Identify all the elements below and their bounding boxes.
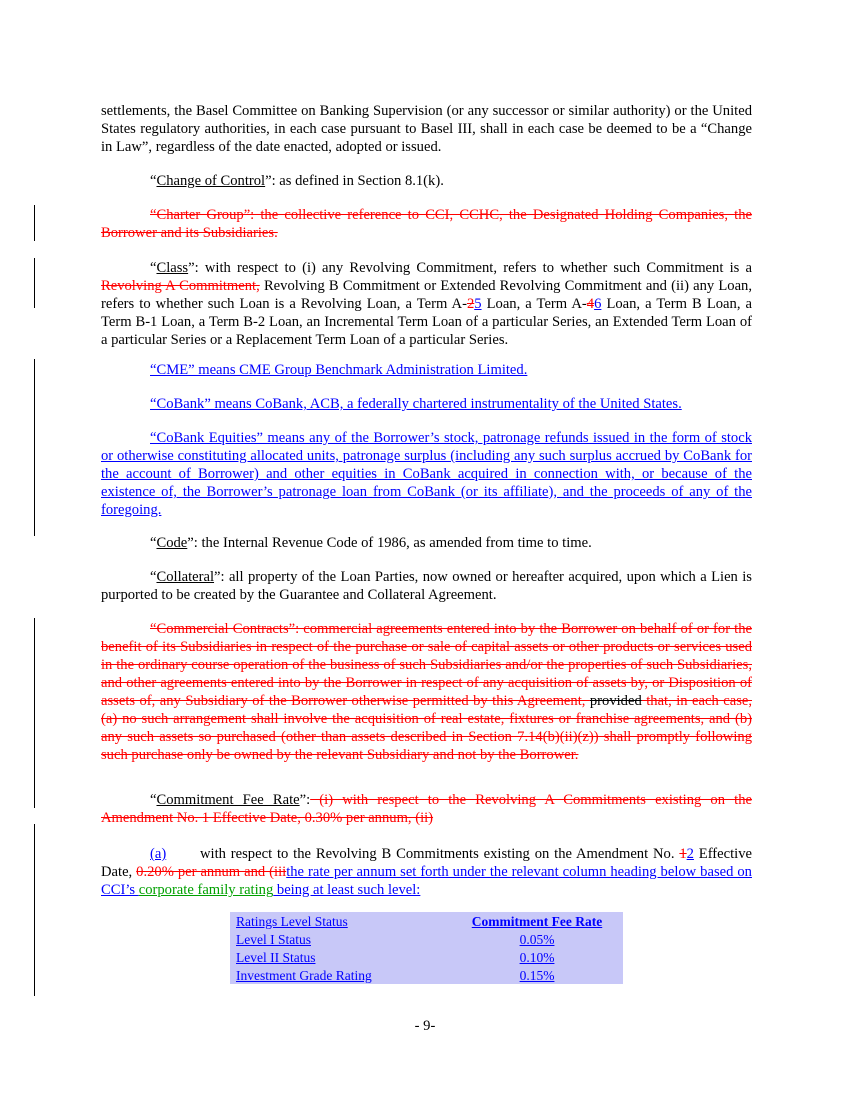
paragraph-text: settlements, the Basel Committee on Banking Supervision (or any successor or similar authority) or the United States regulatory authorities, in each case pursuant to Basel III, shall in each case be deemed to be a “Change in Law”, regardless of the date enacted, adopted or issued. — [101, 103, 752, 155]
clause-label: (a) — [150, 846, 167, 862]
definition-cobank-inserted — [101, 395, 752, 413]
open-quote: “ — [150, 535, 157, 551]
deleted-text: 0.20% per annum and (iii — [136, 864, 287, 880]
definition-commercial-contracts-deleted — [101, 620, 752, 764]
inserted-text: “CME” means CME Group Benchmark Administration Limited. — [150, 362, 528, 378]
inserted-text: “CoBank” means CoBank, ACB, a federally chartered instrumentality of the United States. — [150, 396, 682, 412]
definition-text: ”: as defined in Section 8.1(k). — [265, 173, 444, 189]
definition-commitment-fee-rate — [101, 791, 752, 827]
definition-change-of-control — [101, 172, 752, 190]
open-quote: “ — [150, 260, 157, 276]
inserted-text: being at least such level: — [273, 882, 421, 898]
inserted-text: the rate per annum set forth under the relevant column heading below based on CCI’s — [101, 864, 752, 898]
defined-term: Collateral — [156, 569, 215, 585]
table-cell: Level I Status — [236, 931, 311, 947]
open-quote: “ — [150, 173, 157, 189]
definition-text: ”: all property of the Loan Parties, now owned or hereafter acquired, upon which a Lien is purported to be created by the Guarantee and Collateral Agreement. — [101, 569, 752, 603]
table-cell: 0.05% — [519, 931, 555, 947]
deleted-text: (i) with respect to the Revolving A Commitments existing on the Amendment No. 1 Effective Date, 0.30% per annum, (ii) — [101, 792, 752, 826]
definition-charter-group-deleted — [101, 206, 752, 242]
table-row — [230, 948, 623, 966]
inserted-text: 5 — [474, 296, 482, 312]
change-bar — [34, 205, 35, 241]
definition-cme-inserted — [101, 361, 752, 379]
definition-code — [101, 534, 752, 552]
moved-text: corporate family rating — [138, 882, 274, 898]
definition-text: Revolving B Commitment or Extended Revolving Commitment and (ii) any Loan, refers to whether such Loan is a Revolving Loan, a Term A- — [101, 278, 752, 312]
table-header-cell: Ratings Level Status — [236, 913, 348, 929]
definition-cobank-equities-inserted — [101, 429, 752, 519]
commitment-fee-rate-table — [230, 912, 623, 984]
definition-text: Loan, a Term A- — [481, 296, 587, 312]
deleted-text: 2 — [466, 296, 475, 312]
defined-term: Class — [156, 260, 189, 276]
definition-collateral — [101, 568, 752, 604]
table-row — [230, 930, 623, 948]
deleted-text: “Charter Group”: the collective reference to CCI, CCHC, the Designated Holding Companies, the Borrower and its Subsidiaries. — [101, 207, 752, 241]
inserted-text: “CoBank Equities” means any of the Borrower’s stock, patronage refunds issued in the form of stock or otherwise constituting allocated units, patronage surplus (including any such surplus accrued by CoBank for the account of Borrower) and other equities in CoBank acquired in connection with, or because of the existence of, the Borrower’s patronage loan from CoBank (or its affiliate), and the proceeds of any of the foregoing. — [101, 430, 752, 518]
definition-text: ”: with respect to (i) any Revolving Commitment, refers to whether such Commitment is a — [188, 260, 752, 276]
definition-text: Effective Date, — [101, 846, 752, 880]
change-bar — [34, 359, 35, 536]
defined-term: Code — [156, 535, 188, 551]
defined-term: Commitment Fee Rate — [156, 792, 300, 808]
inserted-text: 6 — [594, 296, 602, 312]
change-bar — [34, 618, 35, 808]
deleted-text: 1 — [679, 846, 687, 862]
open-quote: “ — [150, 569, 157, 585]
deleted-text: that, in each case, (a) no such arrangement shall involve the acquisition of real estate, fixtures or franchise agreements, and (b) any such assets so purchased (other than assets described in Section 7.14(b)(ii)(z)) shall promptly following such purchase only be owned by the relevant Subsidiary and not by the Borrower. — [101, 693, 753, 763]
paragraph-change-in-law-tail — [101, 102, 752, 156]
defined-term: Change of Control — [156, 173, 266, 189]
definition-class — [101, 259, 752, 349]
open-quote: “ — [150, 792, 157, 808]
deleted-text: Revolving A Commitment, — [101, 278, 260, 294]
table-cell: 0.15% — [519, 967, 555, 983]
definition-text: with respect to the Revolving B Commitments existing on the Amendment No. — [200, 846, 680, 862]
change-bar — [34, 824, 35, 996]
page-number: - 9- — [414, 1018, 436, 1034]
definition-text: ”: the Internal Revenue Code of 1986, as amended from time to time. — [187, 535, 592, 551]
change-bar — [34, 258, 35, 308]
table-header-row — [230, 912, 623, 930]
definition-commitment-fee-rate-clause-a — [101, 845, 752, 899]
table-row — [230, 966, 623, 984]
table-cell: Level II Status — [236, 949, 316, 965]
definition-text: ”: — [299, 792, 311, 808]
table-cell: 0.10% — [519, 949, 555, 965]
inserted-text: 2 — [686, 846, 694, 862]
deleted-text-provided: provided — [589, 693, 642, 709]
deleted-text: “Commercial Contracts”: commercial agreements entered into by the Borrower on behalf of or for the benefit of its Subsidiaries in respect of the purchase or sale of capital assets or other products or services used in the ordinary course operation of the business of such Subsidiaries and/or the properties of such Subsidiaries, and other agreements entered into by the Borrower in respect of any acquisition of assets by, or Disposition of assets of, any Subsidiary of the Borrower otherwise permitted by this Agreement, — [101, 621, 752, 709]
table-cell: Investment Grade Rating — [236, 967, 372, 983]
table-header-cell: Commitment Fee Rate — [471, 913, 603, 929]
deleted-text: 4 — [586, 296, 595, 312]
definition-text: Loan, a Term B Loan, a Term B-1 Loan, a Term B-2 Loan, an Incremental Term Loan of a particular Series, an Extended Term Loan of a particular Series or a Replacement Term Loan of a particular Series. — [101, 296, 752, 348]
